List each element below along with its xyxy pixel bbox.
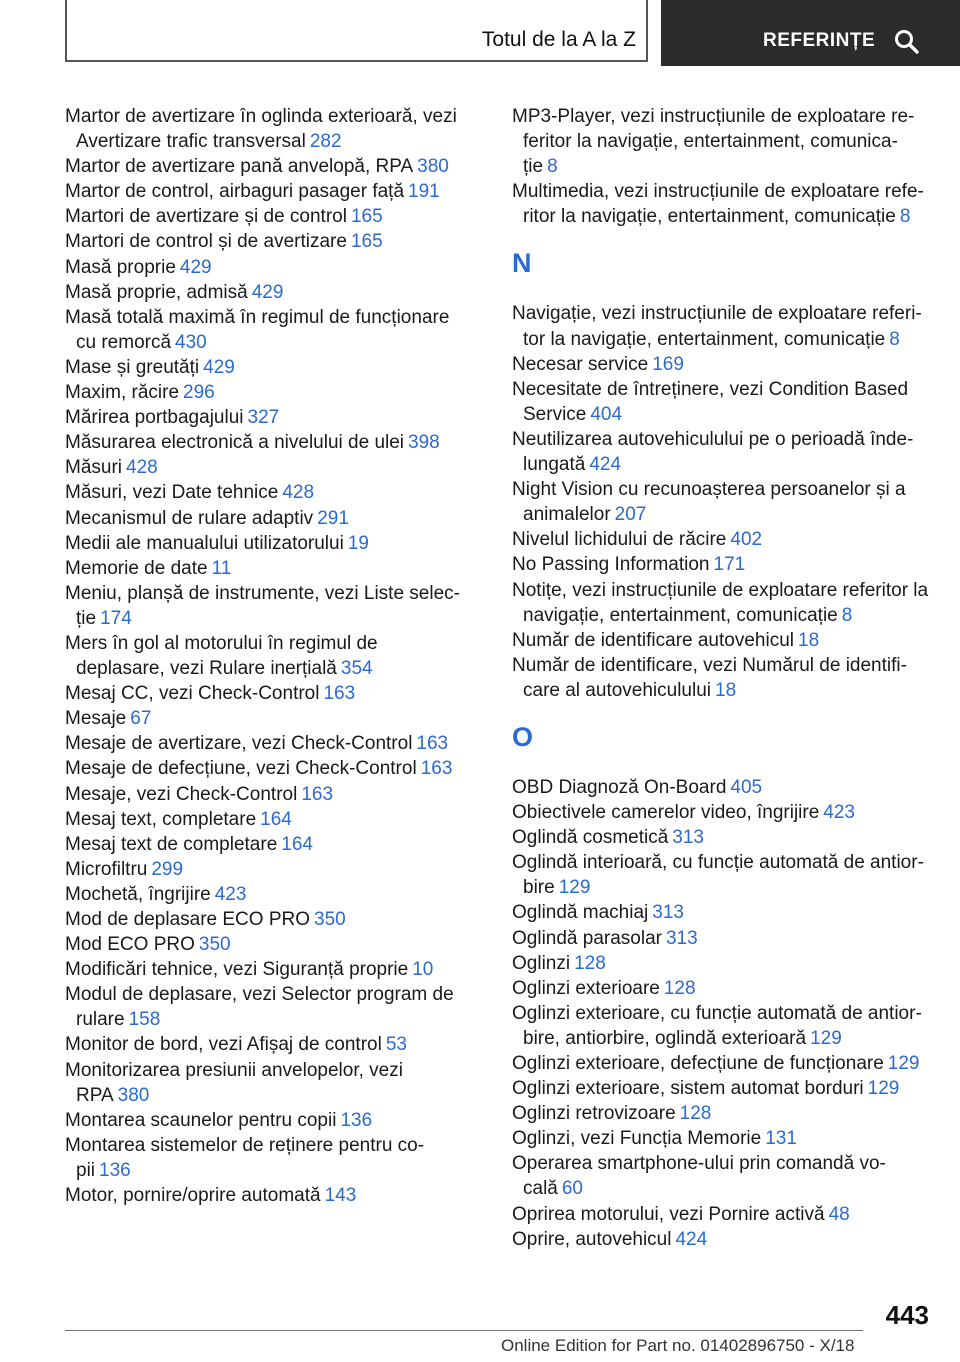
index-entry [512,825,932,850]
index-entry [65,380,470,405]
index-entry [512,377,932,427]
index-entry-text: Neutilizarea autovehiculului pe o perioadă înde-lungată [512,428,914,476]
index-entry [65,957,470,982]
page-reference-link[interactable]: 165 [350,206,383,228]
index-column-right [512,104,932,1252]
index-entry [65,154,470,179]
page-reference-link[interactable]: 163 [301,783,334,805]
index-entry [512,1126,932,1151]
index-entry [512,578,932,628]
page-reference-link[interactable]: 429 [179,256,212,278]
index-entry [65,204,470,229]
page-reference-link[interactable]: 424 [675,1228,708,1250]
index-entry [65,506,470,531]
page-reference-link[interactable]: 48 [828,1203,850,1225]
index-entry-text: Modificări tehnice, vezi Siguranță proprie [65,959,409,981]
page-reference-link[interactable]: 8 [899,206,911,228]
index-entry-text: Monitorizarea presiunii anvelopelor, vezi RPA [65,1059,403,1106]
page-reference-link[interactable]: 11 [211,557,232,579]
page-reference-link[interactable]: 129 [887,1053,920,1074]
index-entry-text: Oglindă machiaj [512,902,649,924]
index-entry [65,229,470,254]
index-entry-text: Medii ale manualului utilizatorului [65,532,344,554]
page-reference-link[interactable]: 158 [128,1009,161,1031]
index-entry-text: Memorie de date [65,557,208,579]
index-entry [512,477,932,527]
page-reference-link[interactable]: 136 [99,1159,131,1181]
page-reference-link[interactable]: 423 [214,883,247,905]
index-entry-text: Măsuri [65,457,123,479]
page-reference-link[interactable]: 129 [558,877,591,899]
page-reference-link[interactable]: 404 [590,403,623,425]
page-reference-link[interactable]: 207 [614,504,647,526]
index-entry-text: Mesaj text de completare [65,833,278,855]
index-entry-text: Mesaje, vezi Check-Control [65,783,298,805]
index-entry [512,951,932,976]
index-entry-text: Masă proprie, admisă [65,281,248,303]
page-reference-link[interactable]: 8 [547,156,558,178]
index-entry-text: MP3-Player, vezi instrucțiunile de exploatare re-feritor la navigație, entertainment, comunica-ție [512,106,915,178]
page-reference-link[interactable]: 128 [663,977,696,999]
page-reference-link[interactable]: 129 [810,1027,842,1049]
index-entry-text: Necesitate de întreținere, vezi Condition Based Service [512,378,909,425]
index-entry-text: Monitor de bord, vezi Afișaj de control [65,1034,382,1056]
index-entry-text: Martor de control, airbaguri pasager față [65,181,405,203]
page-reference-link[interactable]: 354 [340,658,373,680]
index-entry-text: Oglinzi, vezi Funcția Memorie [512,1128,762,1150]
index-entry-text: Night Vision cu recunoașterea persoanelor și a animalelor [512,479,906,526]
index-entry-text: No Passing Information [512,554,710,576]
index-entry-text: Mochetă, îngrijire [65,883,211,905]
index-entry-text: Nivelul lichidului de răcire [512,529,727,551]
index-entry [65,982,470,1032]
index-entry-text: Modul de deplasare, vezi Selector program de rulare [65,984,454,1031]
index-entry-text: Martori de control și de avertizare [65,231,347,253]
index-entry [65,1108,470,1133]
page-reference-link[interactable]: 350 [198,934,231,956]
page-reference-link[interactable]: 405 [730,776,763,798]
index-entry [512,427,932,477]
page-reference-link[interactable]: 429 [251,281,284,303]
index-entry [512,850,932,900]
page-reference-link[interactable]: 8 [889,328,900,350]
index-entry [512,1202,932,1227]
page-header [0,0,960,66]
page-reference-link[interactable]: 163 [323,683,356,705]
page-reference-link[interactable]: 165 [350,231,383,253]
page-reference-link[interactable]: 10 [412,959,434,981]
index-entry [65,581,470,631]
page-reference-link[interactable]: 380 [117,1084,150,1106]
index-entry [512,976,932,1001]
index-entry [512,527,932,552]
section-title: Totul de la A la Z [481,28,636,51]
index-entry [65,280,470,305]
index-entry-text: Mod ECO PRO [65,934,195,956]
index-entry-text: Oglindă interioară, cu funcție automată de antior-bire [512,852,924,899]
page-reference-link[interactable]: 291 [317,507,349,529]
index-entry-text: Necesar service [512,353,649,375]
index-entry [512,1151,932,1201]
index-entry [65,631,470,681]
index-entry-text: Oglinzi exterioare, cu funcție automată de antior-bire, antiorbire, oglindă exterioară [512,1002,922,1049]
index-entry-text: Operarea smartphone-ului prin comandă vo-cală [512,1153,886,1200]
index-entry-text: Masă totală maximă în regimul de funcționare cu remorcă [65,306,450,353]
index-entry [65,556,470,581]
page-reference-link[interactable]: 402 [730,529,763,551]
index-entry-text: Martor de avertizare pană anvelopă, RPA [65,156,414,178]
index-entry-text: Maxim, răcire [65,382,180,404]
index-entry-text: Oglinzi [512,952,571,974]
index-entry [65,255,470,280]
index-entry [65,882,470,907]
index-entry [512,179,932,229]
index-entry [65,782,470,807]
index-entry [512,104,932,179]
page-reference-link[interactable]: 174 [100,607,132,629]
index-entry-text: Oprirea motorului, vezi Pornire activă [512,1203,825,1225]
page-reference-link[interactable]: 143 [324,1185,357,1207]
index-entry-text: Mod de deplasare ECO PRO [65,909,311,930]
index-entry [65,731,470,756]
index-entry [512,1051,932,1076]
page-reference-link[interactable]: 429 [203,356,235,378]
index-entry-text: Navigație, vezi instrucțiunile de exploatare referi-tor la navigație, entertainment, comunicație [512,303,922,350]
index-entry [65,480,470,505]
page-reference-link[interactable]: 313 [652,902,684,924]
index-entry-text: Oglinzi exterioare, sistem automat borduri [512,1078,864,1100]
index-entry [65,104,470,154]
page-reference-link[interactable]: 164 [281,833,313,855]
index-entry-text: Martor de avertizare în oglinda exterioară, vezi Avertizare trafic transversal [65,106,457,153]
page-reference-link[interactable]: 299 [151,858,184,880]
index-entry [512,1076,932,1101]
page-reference-link[interactable]: 163 [420,758,453,780]
index-entry-text: Număr de identificare, vezi Numărul de identifi-care al autovehiculului [512,654,907,701]
index-entry-text: Obiectivele camerelor video, îngrijire [512,802,820,824]
page-reference-link[interactable]: 18 [715,679,737,701]
page-reference-link[interactable]: 19 [347,532,369,554]
page-number: 443 [885,1300,929,1330]
page-reference-link[interactable]: 282 [309,131,342,153]
index-entry [65,430,470,455]
index-entry-text: Notițe, vezi instrucțiunile de exploatare referitor la navigație, entertainment, comunicație [512,579,929,626]
page-reference-link[interactable]: 164 [260,808,292,830]
page-reference-link[interactable]: 136 [340,1109,373,1131]
index-entry-text: Microfiltru [65,858,148,880]
index-entry [65,857,470,882]
index-entry-text: Mesaje de avertizare, vezi Check-Control [65,733,413,755]
page-reference-link[interactable]: 313 [665,927,698,949]
index-entry [512,628,932,653]
page-reference-link[interactable]: 129 [867,1078,900,1100]
index-entry [65,681,470,706]
index-entry [512,552,932,577]
index-entry-text: Oglinzi exterioare [512,977,660,999]
page-reference-link[interactable]: 428 [126,457,158,479]
page-reference-link[interactable]: 171 [713,554,746,576]
footer-divider [65,1330,863,1331]
index-entry-text: Montarea scaunelor pentru copii [65,1109,337,1131]
page-reference-link[interactable]: 313 [672,827,704,849]
index-entry-text: Montarea sistemelor de reținere pentru co-pii [65,1134,425,1181]
index-entry-text: Mers în gol al motorului în regimul de deplasare, vezi Rulare inerțială [65,632,378,680]
page-reference-link[interactable]: 53 [385,1034,407,1056]
section-title-box [65,0,648,62]
index-entry [65,455,470,480]
page-reference-link[interactable]: 8 [841,604,853,626]
index-entry [65,355,470,380]
index-entry [65,932,470,957]
page-reference-link[interactable]: 169 [652,353,684,375]
index-entry-text: Mesaj text, completare [65,808,257,830]
page-reference-link[interactable]: 296 [183,382,215,404]
index-entry [65,1058,470,1108]
page-reference-link[interactable]: 60 [561,1178,583,1200]
index-entry [65,706,470,731]
index-entry-text: Martori de avertizare și de control [65,206,347,228]
page-reference-link[interactable]: 350 [314,909,346,930]
index-entry [65,807,470,832]
references-tab-label: REFERINȚE [763,30,876,51]
index-entry-text: Măsuri, vezi Date tehnice [65,482,279,504]
page-reference-link[interactable]: 380 [417,156,449,178]
index-entry [512,352,932,377]
index-letter-o: O [512,721,534,752]
index-entry [65,179,470,204]
index-entry-text: Mesaje [65,708,127,730]
index-entry [512,1001,932,1051]
index-entry-text: Mesaj CC, vezi Check-Control [65,683,320,705]
index-entry-text: Oprire, autovehicul [512,1228,672,1250]
page-reference-link[interactable]: 128 [574,952,606,974]
index-entry [65,305,470,355]
index-entry [512,900,932,925]
page-reference-link[interactable]: 128 [679,1103,712,1125]
index-entry [65,1183,470,1208]
index-entry-text: Motor, pornire/oprire automată [65,1185,321,1207]
index-entry [512,800,932,825]
page-reference-link[interactable]: 423 [823,802,855,824]
references-tab[interactable] [661,0,960,66]
index-entry-text: Mecanismul de rulare adaptiv [65,507,314,529]
page-reference-link[interactable]: 398 [408,432,440,454]
index-entry-text: Oglinzi retrovizoare [512,1103,676,1125]
page-reference-link[interactable]: 191 [408,181,440,203]
index-entry [65,907,470,932]
index-entry-text: Oglinzi exterioare, defecțiune de funcționare [512,1053,884,1074]
index-letter-n: N [512,248,532,279]
index-entry-text: Masă proprie [65,256,176,278]
index-entry [512,653,932,703]
index-entry [512,926,932,951]
page-reference-link[interactable]: 163 [416,733,449,755]
index-entry [512,1101,932,1126]
index-entry [65,832,470,857]
index-entry [65,531,470,556]
index-entry [512,1227,932,1252]
index-entry [512,775,932,800]
page-reference-link[interactable]: 18 [798,629,820,651]
page-reference-link[interactable]: 424 [589,454,622,476]
index-entry-text: Număr de identificare autovehicul [512,629,794,651]
index-entry-text: Multimedia, vezi instrucțiunile de exploatare refe-ritor la navigație, entertainment, comunicație [512,181,924,228]
page-reference-link[interactable]: 327 [247,407,280,429]
edition-text: Online Edition for Part no. 01402896750 - X/18 [501,1336,855,1355]
index-entry-text: Oglindă parasolar [512,927,662,949]
page-reference-link[interactable]: 67 [130,708,152,730]
index-entry [65,405,470,430]
index-entry-text: OBD Diagnoză On-Board [512,776,727,798]
index-entry-text: Mase și greutăți [65,356,200,378]
index-entry-text: Măsurarea electronică a nivelului de ulei [65,432,405,454]
index-column-left [65,104,470,1208]
index-entry [65,1133,470,1183]
index-entry [65,756,470,781]
page-reference-link[interactable]: 428 [282,482,315,504]
index-entry [65,1032,470,1057]
index-entry [512,301,932,351]
search-icon[interactable] [893,28,921,56]
index-entry-text: Mărirea portbagajului [65,407,244,429]
page-reference-link[interactable]: 430 [175,331,207,353]
index-entry-text: Oglindă cosmetică [512,827,669,849]
index-entry-text: Meniu, planșă de instrumente, vezi Liste selec-ție [65,582,460,629]
page-reference-link[interactable]: 131 [765,1128,797,1150]
index-entry-text: Mesaje de defecțiune, vezi Check-Control [65,758,417,780]
